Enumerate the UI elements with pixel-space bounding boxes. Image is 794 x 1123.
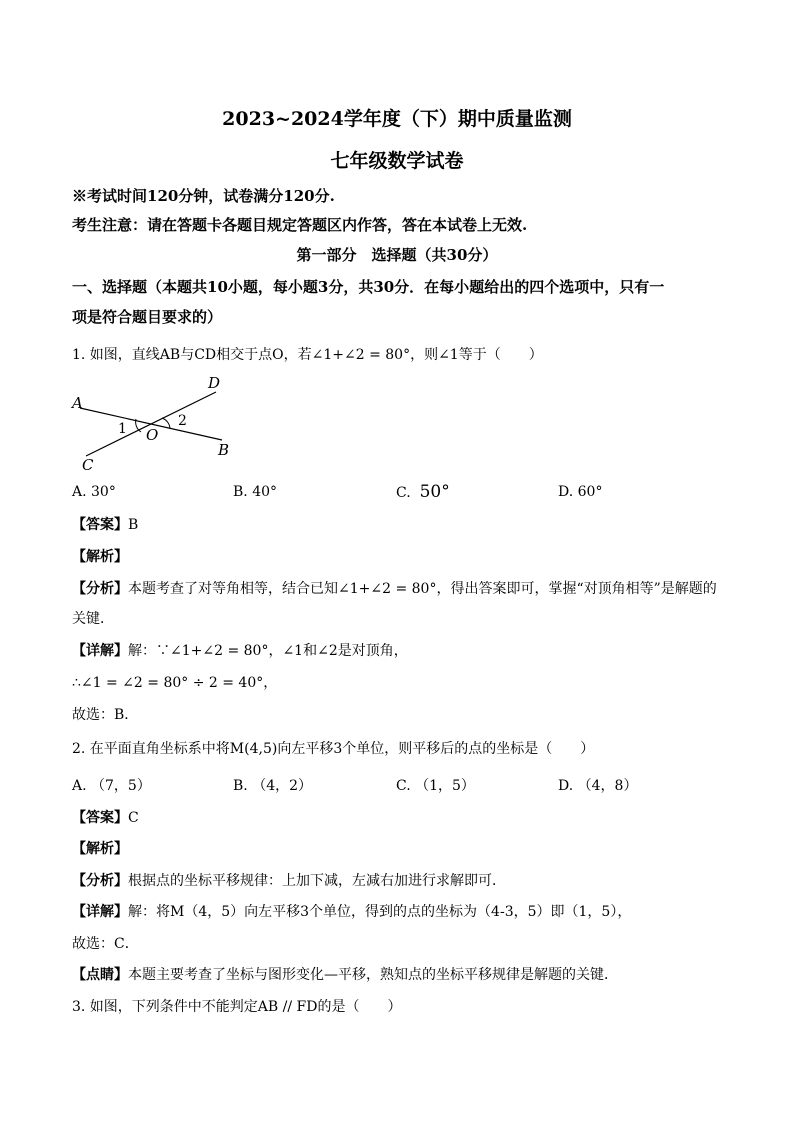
section-instruction-line2: 项是符合题目要求的） [72, 308, 223, 326]
attention-note: 考生注意：请在答题卡各题目规定答题区内作答，答在本试卷上无效. [72, 216, 528, 234]
q1-option-c-value: 50° [419, 482, 450, 502]
exam-subtitle: 七年级数学试卷 [330, 150, 464, 172]
label-o: O [146, 426, 159, 444]
q1-fenxi-line2: 关键． [72, 611, 114, 627]
line-cd [86, 392, 216, 456]
q1-answer-value: B [128, 517, 139, 533]
label-a: A [72, 394, 83, 412]
q1-conclusion: 故选：B． [72, 707, 139, 723]
section-instruction-line1: 一、选择题（本题共10小题，每小题3分，共30分．在每小题给出的四个选项中，只有一 [72, 278, 665, 296]
fenxi-tag: 【分析】 [72, 873, 128, 889]
q2-option-c: C. （1，5） [396, 778, 475, 794]
q2-analysis-tag: 【解析】 [72, 841, 128, 857]
dianjing-tag: 【点睛】 [72, 967, 128, 983]
q1-fenxi-text: 本题考查了对等角相等，结合已知∠1+∠2 = 80°，得出答案即可，掌握“对顶角相等”是解题的 [128, 581, 717, 597]
exam-time-note: ※考试时间120分钟，试卷满分120分. [72, 187, 335, 205]
q2-detail-text: 解：将M（4，5）向左平移3个单位，得到的点的坐标为（4-3，5）即（1，5）， [128, 904, 632, 920]
q2-answer [72, 807, 139, 827]
q2-answer-value: C [128, 810, 139, 826]
q3-stem: 3. 如图，下列条件中不能判定AB // FD的是（ ） [72, 999, 402, 1015]
q2-detail [72, 901, 631, 921]
detail-tag: 【详解】 [72, 904, 128, 920]
q1-detail-line1 [72, 640, 408, 660]
exam-title: 2023~2024学年度（下）期中质量监测 [222, 108, 572, 130]
label-angle1: 1 [118, 421, 127, 437]
q2-stem: 2. 在平面直角坐标系中将M(4,5)向左平移3个单位，则平移后的点的坐标是（ ） [72, 741, 595, 757]
answer-tag: 【答案】 [72, 810, 128, 826]
fenxi-tag: 【分析】 [72, 581, 128, 597]
q1-analysis-tag: 【解析】 [72, 549, 128, 565]
q2-conclusion: 故选：C． [72, 936, 139, 952]
q1-option-a: A. 30° [72, 484, 116, 500]
q1-option-c-letter: C. [396, 485, 411, 501]
answer-tag: 【答案】 [72, 517, 128, 533]
detail-tag: 【详解】 [72, 643, 128, 659]
q2-fenxi [72, 870, 506, 890]
q2-option-b: B. （4，2） [233, 778, 313, 794]
q2-dianjing-text: 本题主要考查了坐标与图形变化—平移，熟知点的坐标平移规律是解题的关键． [128, 967, 618, 983]
label-b: B [218, 441, 230, 459]
q1-option-b: B. 40° [233, 484, 278, 500]
part1-heading: 第一部分 选择题（共30分） [296, 246, 498, 264]
q1-option-d: D. 60° [558, 484, 603, 500]
q1-fenxi-line1 [72, 578, 717, 598]
q1-figure [66, 372, 246, 476]
label-angle2: 2 [178, 413, 187, 429]
q1-detail-text: 解：∵∠1+∠2 = 80°，∠1和∠2是对顶角， [128, 643, 408, 659]
q1-detail-line2: ∴∠1 = ∠2 = 80° ÷ 2 = 40°， [72, 675, 278, 691]
q2-dianjing [72, 964, 618, 984]
label-d: D [208, 374, 221, 392]
label-c: C [82, 456, 94, 474]
q2-option-d: D. （4，8） [558, 778, 638, 794]
q1-stem: 1. 如图，直线AB与CD相交于点O，若∠1+∠2 = 80°，则∠1等于（ ） [72, 347, 543, 363]
q1-answer [72, 514, 138, 534]
q2-option-a: A. （7，5） [72, 778, 151, 794]
q2-fenxi-text: 根据点的坐标平移规律：上加下减，左减右加进行求解即可． [128, 873, 506, 889]
q1-option-c [396, 482, 450, 502]
